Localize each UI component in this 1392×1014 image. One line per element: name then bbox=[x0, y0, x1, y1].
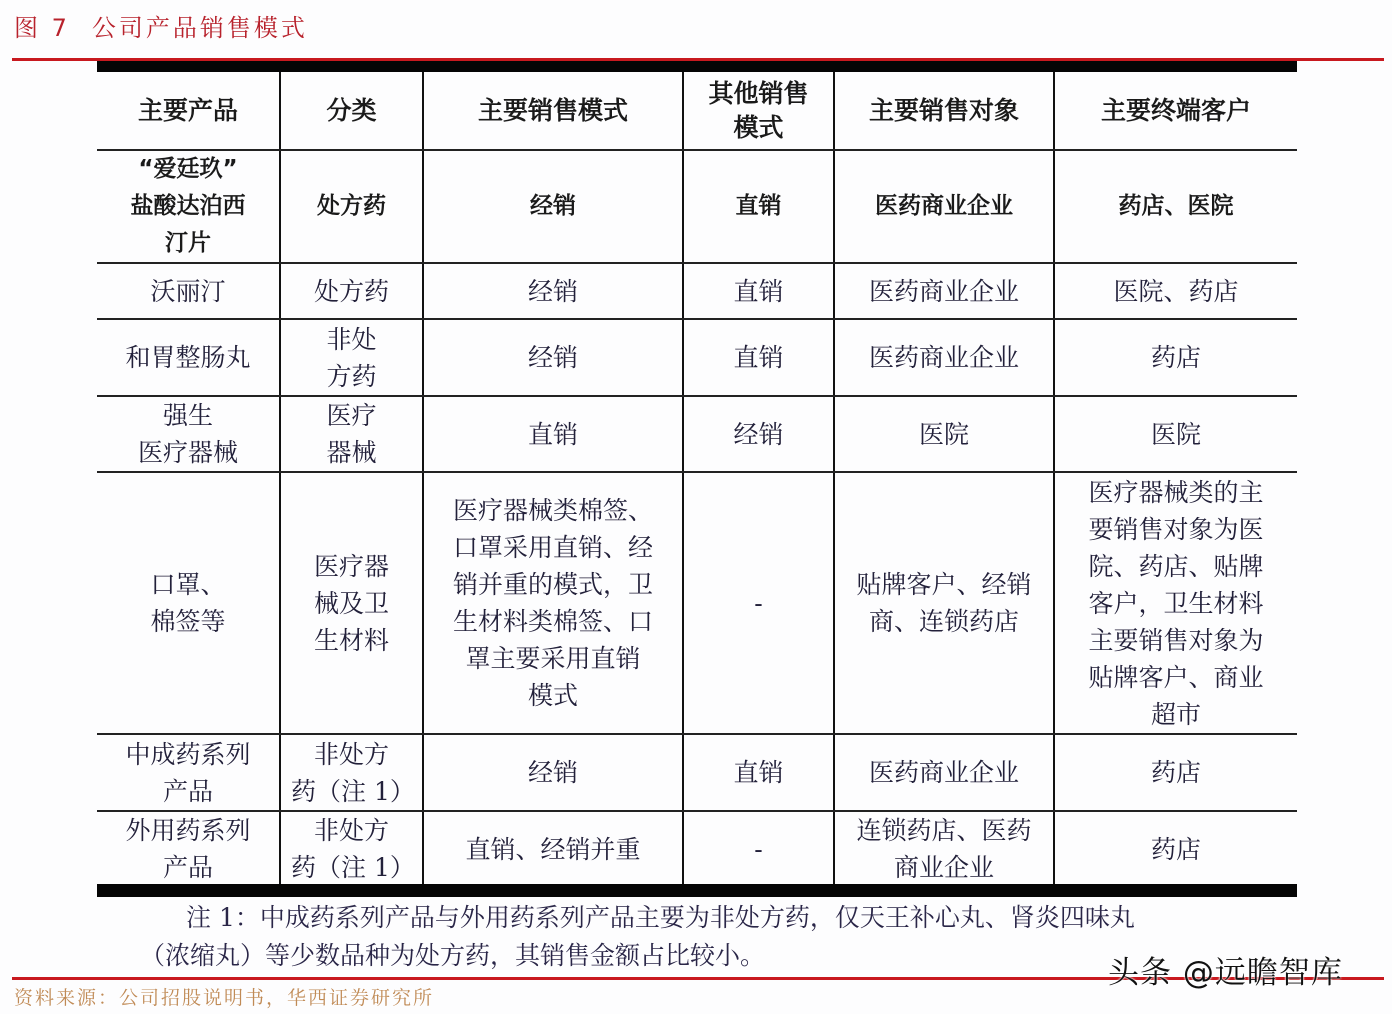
cell-category: 非处 方药 bbox=[280, 319, 423, 396]
cell-sales-target: 医院 bbox=[834, 396, 1054, 472]
header-other-sales-mode: 其他销售 模式 bbox=[683, 72, 834, 150]
header-sales-target: 主要销售对象 bbox=[834, 72, 1054, 150]
cell-category: 非处方 药（注 1） bbox=[280, 811, 423, 886]
cell-product: 中成药系列 产品 bbox=[97, 734, 280, 811]
figure-number: 图 7 bbox=[14, 14, 70, 42]
cell-other-mode: 直销 bbox=[683, 150, 834, 263]
table-bottom-bar bbox=[97, 884, 1297, 897]
table-row bbox=[97, 150, 1297, 263]
cell-end-customer: 医院、药店 bbox=[1054, 263, 1297, 319]
cell-product: 口罩、 棉签等 bbox=[97, 472, 280, 734]
table-row bbox=[97, 734, 1297, 811]
cell-product: 和胃整肠丸 bbox=[97, 319, 280, 396]
cell-other-mode: - bbox=[683, 811, 834, 886]
cell-end-customer: 药店 bbox=[1054, 811, 1297, 886]
cell-product: 沃丽汀 bbox=[97, 263, 280, 319]
header-end-customer: 主要终端客户 bbox=[1054, 72, 1297, 150]
cell-end-customer: 医疗器械类的主 要销售对象为医 院、药店、贴牌 客户，卫生材料 主要销售对象为 贴牌客户、商业 超市 bbox=[1054, 472, 1297, 734]
footnote-line-2: （浓缩丸）等少数品种为处方药，其销售金额占比较小。 bbox=[140, 941, 766, 970]
cell-sales-target: 医药商业企业 bbox=[834, 319, 1054, 396]
footnote-line-1: 注 1：中成药系列产品与外用药系列产品主要为非处方药，仅天王补心丸、肾炎四味丸 bbox=[186, 903, 1135, 932]
cell-main-mode: 医疗器械类棉签、 口罩采用直销、经 销并重的模式，卫 生材料类棉签、口 罩主要采用直销 模式 bbox=[423, 472, 683, 734]
table-header-row bbox=[97, 72, 1297, 150]
cell-category: 处方药 bbox=[280, 263, 423, 319]
figure-caption: 公司产品销售模式 bbox=[91, 14, 308, 42]
cell-sales-target: 贴牌客户、经销 商、连锁药店 bbox=[834, 472, 1054, 734]
cell-end-customer: 医院 bbox=[1054, 396, 1297, 472]
watermark: 头条 @远瞻智库 bbox=[1108, 955, 1343, 991]
cell-category: 处方药 bbox=[280, 150, 423, 263]
cell-main-mode: 经销 bbox=[423, 319, 683, 396]
table-row bbox=[97, 263, 1297, 319]
cell-end-customer: 药店 bbox=[1054, 319, 1297, 396]
figure-title bbox=[14, 8, 308, 43]
header-category: 分类 bbox=[280, 72, 423, 150]
cell-sales-target: 医药商业企业 bbox=[834, 263, 1054, 319]
cell-other-mode: 直销 bbox=[683, 319, 834, 396]
table-row bbox=[97, 472, 1297, 734]
table-top-bar bbox=[97, 61, 1297, 72]
cell-end-customer: 药店 bbox=[1054, 734, 1297, 811]
cell-product: 强生 医疗器械 bbox=[97, 396, 280, 472]
cell-main-mode: 经销 bbox=[423, 263, 683, 319]
header-main-product: 主要产品 bbox=[97, 72, 280, 150]
cell-main-mode: 直销、经销并重 bbox=[423, 811, 683, 886]
cell-sales-target: 医药商业企业 bbox=[834, 150, 1054, 263]
cell-other-mode: 直销 bbox=[683, 263, 834, 319]
cell-category: 医疗 器械 bbox=[280, 396, 423, 472]
cell-other-mode: 经销 bbox=[683, 396, 834, 472]
cell-sales-target: 连锁药店、医药 商业企业 bbox=[834, 811, 1054, 886]
header-main-sales-mode: 主要销售模式 bbox=[423, 72, 683, 150]
cell-sales-target: 医药商业企业 bbox=[834, 734, 1054, 811]
cell-end-customer: 药店、医院 bbox=[1054, 150, 1297, 263]
cell-main-mode: 直销 bbox=[423, 396, 683, 472]
table-row bbox=[97, 811, 1297, 886]
source-text: 资料来源：公司招股说明书，华西证券研究所 bbox=[14, 987, 435, 1009]
cell-category: 非处方 药（注 1） bbox=[280, 734, 423, 811]
table-row bbox=[97, 319, 1297, 396]
cell-product: 外用药系列 产品 bbox=[97, 811, 280, 886]
table-row bbox=[97, 396, 1297, 472]
cell-other-mode: - bbox=[683, 472, 834, 734]
cell-main-mode: 经销 bbox=[423, 150, 683, 263]
sales-mode-table bbox=[97, 72, 1297, 886]
cell-other-mode: 直销 bbox=[683, 734, 834, 811]
cell-category: 医疗器 械及卫 生材料 bbox=[280, 472, 423, 734]
cell-main-mode: 经销 bbox=[423, 734, 683, 811]
cell-product: “爱廷玖” 盐酸达泊西 汀片 bbox=[97, 150, 280, 263]
